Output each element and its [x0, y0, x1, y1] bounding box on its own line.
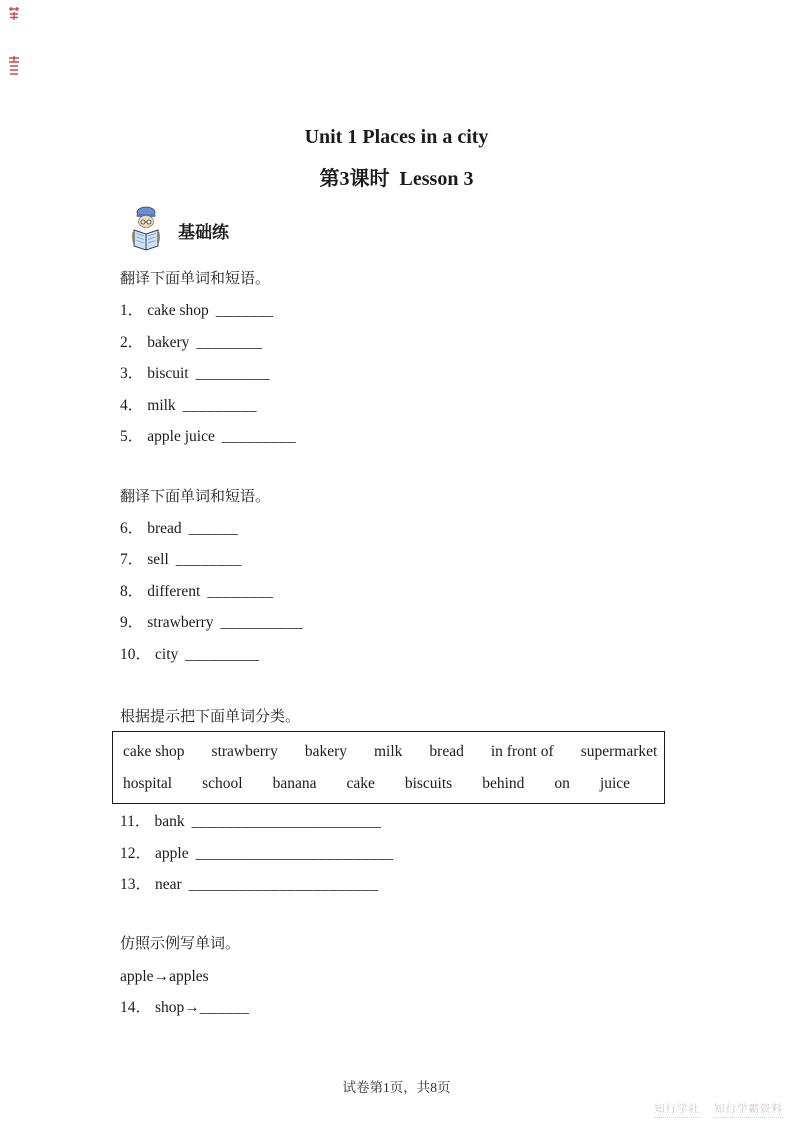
word-bank-word: hospital [123, 774, 173, 792]
word-bank-word: cake [346, 774, 375, 792]
exercise-item [120, 639, 793, 671]
section-badge [128, 206, 793, 254]
red-stamp-icon [8, 56, 20, 80]
item-number: 2． [120, 333, 144, 351]
unit-title: Unit 1 Places in a city [304, 126, 489, 148]
item-number: 10． [120, 645, 152, 663]
answer-blank: _______________________ [188, 876, 379, 893]
answer-blank: ______ [188, 519, 239, 537]
exercise-item [120, 607, 793, 639]
exercise-item [120, 544, 793, 576]
word-bank-word: juice [599, 774, 631, 792]
exercise-item [120, 576, 793, 608]
word-bank-word: milk [374, 743, 403, 760]
answer-blank: ________ [207, 582, 274, 600]
exercise-item [120, 869, 793, 901]
exercise-item [120, 390, 793, 422]
answer-blank: ______ [199, 999, 250, 1016]
item-word: cake shop [147, 302, 209, 319]
word-bank-word: supermarket [580, 743, 658, 760]
item-number: 7． [120, 551, 144, 568]
word-bank-row [123, 768, 664, 800]
reading-boy-icon [128, 204, 164, 257]
item-word: apple juice [147, 428, 215, 445]
exercise-item [120, 421, 793, 453]
answer-blank: _________ [195, 365, 270, 382]
watermark-text: 知行学霸资料 [714, 1101, 783, 1118]
watermark-text: 知行学社 [654, 1101, 700, 1118]
exercise-item [120, 513, 793, 545]
instruction-classify: 根据提示把下面单词分类。 [120, 709, 301, 725]
item-word: bread [147, 519, 182, 537]
word-bank-word: strawberry [211, 743, 278, 760]
instruction-translate-1: 翻译下面单词和短语。 [120, 271, 271, 287]
item-word: strawberry [147, 614, 214, 631]
instruction-plural: 仿照示例写单词。 [120, 935, 241, 952]
item-number: 4． [120, 396, 144, 414]
item-word: city [155, 645, 179, 663]
red-stamp-icon [8, 6, 20, 26]
translate-items-1 [0, 295, 793, 453]
item-word: near [155, 876, 182, 893]
item-number: 9． [120, 614, 144, 631]
plural-items [0, 992, 793, 1024]
answer-blank: _________ [221, 428, 297, 445]
item-number: 3． [120, 365, 144, 382]
exercise-item [120, 358, 793, 390]
instruction-translate-2: 翻译下面单词和短语。 [120, 488, 271, 505]
item-word: bakery [147, 333, 190, 351]
item-number: 13． [120, 876, 152, 893]
answer-blank: _________ [185, 645, 260, 663]
item-word: different [147, 582, 201, 600]
item-word: sell [147, 551, 169, 568]
word-bank-word: behind [482, 774, 525, 792]
watermark [654, 1101, 783, 1118]
word-bank-word: cake shop [123, 743, 185, 760]
answer-blank: ________________________ [195, 844, 394, 862]
answer-blank: _________ [182, 396, 257, 414]
plural-example: apple→apples [120, 967, 209, 985]
answer-blank: _______ [215, 302, 274, 319]
item-number: 14． [120, 999, 152, 1016]
word-bank-word: on [554, 774, 570, 792]
answer-blank: __________ [220, 614, 304, 631]
word-bank-word: biscuits [404, 774, 453, 792]
answer-blank: _______________________ [191, 813, 382, 830]
answer-blank: ________ [175, 551, 242, 568]
item-number: 11． [120, 813, 151, 830]
word-bank-box [112, 731, 665, 804]
item-word: bank [154, 813, 185, 830]
item-number: 5． [120, 428, 144, 445]
classify-items [0, 806, 793, 901]
word-bank-row [123, 736, 664, 768]
translate-items-2 [0, 513, 793, 671]
exercise-item [120, 806, 793, 838]
badge-label: 基础练 [178, 222, 229, 242]
word-bank-word: banana [272, 774, 317, 792]
item-number: 12． [120, 844, 152, 862]
item-number: 8． [120, 582, 144, 600]
item-word: milk [147, 396, 176, 414]
word-bank-word: school [202, 774, 243, 792]
item-word: apple [155, 844, 189, 862]
page-footer: 试卷第1页，共8页 [342, 1080, 451, 1095]
exercise-item [120, 327, 793, 359]
exercise-item [120, 838, 793, 870]
exercise-item [120, 992, 793, 1024]
item-number: 6． [120, 519, 144, 537]
word-bank-word: in front of [490, 743, 554, 760]
word-bank-word: bakery [304, 743, 347, 760]
item-word: shop→ [155, 999, 200, 1016]
item-number: 1． [120, 302, 144, 319]
exercise-item [120, 295, 793, 327]
item-word: biscuit [147, 365, 189, 382]
word-bank-word: bread [429, 743, 464, 760]
answer-blank: ________ [196, 333, 263, 351]
lesson-subtitle: 第3课时 Lesson 3 [319, 168, 474, 190]
